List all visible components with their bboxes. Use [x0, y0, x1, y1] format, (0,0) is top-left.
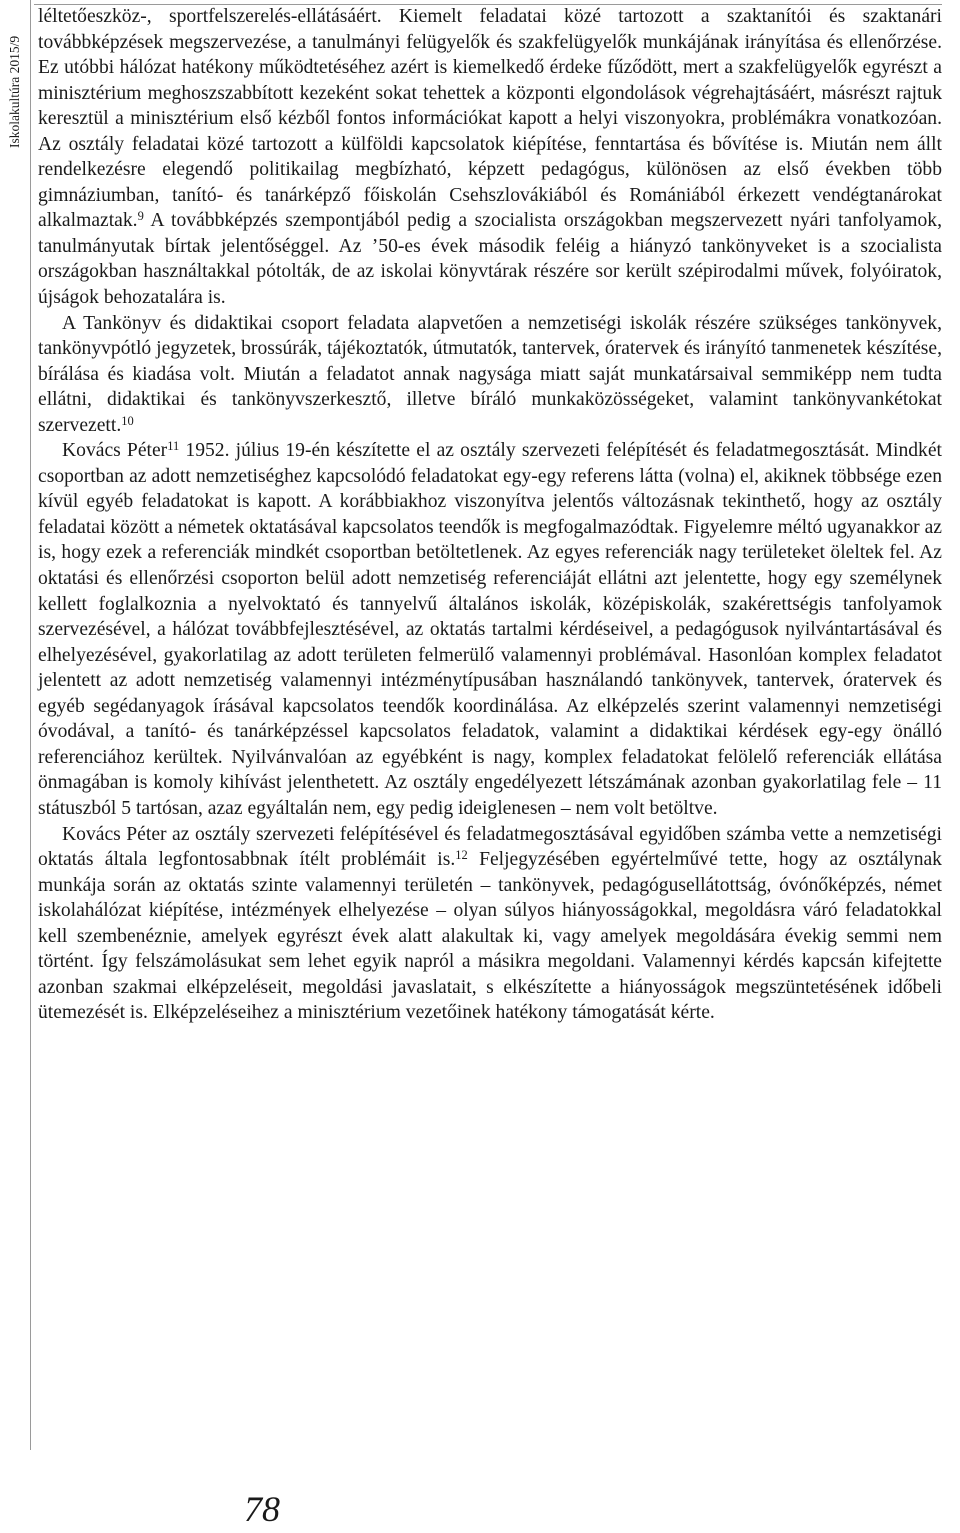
- footnote-reference: 12: [455, 848, 468, 863]
- paragraph: [38, 822, 942, 1026]
- article-body: [38, 4, 942, 1026]
- footnote-reference: 11: [167, 439, 180, 454]
- footnote-reference: 10: [121, 413, 134, 428]
- paragraph: [38, 438, 942, 821]
- paragraph-text: Kovács Péter az osztály szervezeti felépítésével és feladatmegosztásával egyidőben számba vette a nemzetiségi oktatás általa legfontosabbnak ítélt problémáit is.: [38, 823, 942, 871]
- paragraph-text: léltetőeszköz-, sportfelszerelés-ellátásáért. Kiemelt feladatai közé tartozott a szaktanítói és szaktanári továbbképzések megszervezése, a tanulmányi felügyelők és szakfelügyelők munkájának irányítása és ellenőrzése. Ez utóbbi hálózat hatékony működtetéséhez azért is kiemelkedő érdeke fűződött, mert a szakfelügyelők egyrészt a minisztérium meghoszszabbított kezeként sokat tehettek a központi elgondolások végrehajtásáért, másrészt rajtuk keresztül a minisztérium első kézből fontos információkat kapott a helyi viszonyokra, problémákra vonatkozóan. Az osztály feladatai közé tartozott a külföldi kapcsolatok kiépítése, fenntartása és bővítése is. Miután nem állt rendelkezésre elegendő politikailag megbízható, képzett pedagógus, különösen az első években több gimnáziumban, tanító- és tanárképző főiskolán Csehszlovákiából és Romániából érkezett vendégtanárokat alkalmaztak.: [38, 6, 942, 232]
- margin-strip: [0, 0, 31, 1450]
- paragraph: [38, 4, 942, 311]
- footnote-reference: 9: [137, 209, 144, 224]
- paragraph-text: A továbbképzés szempontjából pedig a szocialista országokban megszervezett nyári tanfolyamok, tanulmányutak bírtak jelentőséggel. Az ’50-es évek második feléig a hiányzó tankönyveket is a szocialista országokban használtakkal pótolták, de az iskolai könyvtárak részére sor került szépirodalmi művek, folyóiratok, újságok behozatalára is.: [38, 210, 942, 309]
- paragraph-text: Kovács Péter: [62, 440, 168, 462]
- paragraph-text: 1952. július 19-én készítette el az osztály szervezeti felépítését és feladatmegosztását. Mindkét csoportban az adott nemzetiséghez kapcsolódó feladatokat egy-egy referens látta (volna) el, akiknek többsége ezen kívül egyéb feladatokat is kapott. A korábbiakhoz viszonyítva jelentős változásnak tekinthető, hogy az osztály feladatai között a németek oktatásával kapcsolatos teendők is megfogalmazódtak. Figyelemre méltó ugyanakkor az is, hogy ezek a referenciák mindkét csoportban betöltetlenek. Az egyes referenciák nagy területeket öleltek fel. Az oktatási és ellenőrzési csoporton belül adott nemzetiség referenciáját ellátni azt jelentette, hogy egy személynek kellett foglalkoznia a nyelvoktató és tannyelvű általános iskolák, középiskolák, szakérettségis tanfolyamok szervezésével, a hálózat továbbfejlesztésével, az oktatás tartalmi kérdéseivel, a pedagógusok nyilvántartásával és elhelyezésével, gyakorlatilag az adott területen felmerülő valamennyi problémával. Hasonlóan komplex feladatot jelentett az adott nemzetiség valamennyi intézménytípusában használandó tankönyvek, tantervek, óratervek és egyéb segédanyagok írásával kapcsolatos teendők koordinálása. Az elképzelés szerint valamennyi nemzetiségi óvodával, a tanító- és tanárképzéssel kapcsolatos feladatok, valamint a didaktikai kérdések egy-egy önálló referenciához kerültek. Nyilvánvalóan az egyébként is nagy, komplex feladatokat felölelő referenciák ellátása önmagában is komoly kihívást jelenthetett. Az osztály engedélyezett létszámának azonban gyakorlatilag fele – 11 státuszból 5 tartósan, azaz egyáltalán nem, egy pedig ideiglenesen – nem volt betöltve.: [38, 440, 942, 819]
- page-number: 78: [244, 1489, 280, 1529]
- paragraph: [38, 311, 942, 439]
- paragraph-text: A Tankönyv és didaktikai csoport feladata alapvetően a nemzetiségi iskolák részére szükséges tankönyvek, tankönyvpótló jegyzetek, brossúrák, tájékoztatók, útmutatók, tantervek, óratervek és irányító tanmenetek készítése, bírálása és kiadása volt. Miután a feladatot annak nagysága miatt saját munkatársaival semmiképp nem tudta ellátni, didaktikai és tankönyvszerkesztő, illetve bíráló munkaközösségeket, valamint tankönyvankétokat szervezett.: [38, 312, 942, 436]
- running-head: Iskolakultúra 2015/9: [7, 35, 22, 148]
- paragraph-text: Feljegyzésében egyértelművé tette, hogy az osztálynak munkája során az oktatás szinte valamennyi területén – tankönyvek, pedagógusellátottság, óvónőképzés, német iskolahálózat kiépítése, intézmények elhelyezése – olyan súlyos hiányosságokkal, megoldásra váró feladatokkal kell szembenéznie, amelyek egyrészt évek alatt alakultak ki, vagy amelyek megoldására évekig semmi nem történt. Így felszámolásukat sem lehet egyik napról a másikra megoldani. Valamennyi kérdés kapcsán kifejtette azonban szakmai elképzeléseit, megoldási javaslatait, s elkészítette a hiányosságok megszüntetésének időbeli ütemezését is. Elképzeléseihez a minisztérium vezetőinek hatékony támogatását kérte.: [38, 849, 942, 1024]
